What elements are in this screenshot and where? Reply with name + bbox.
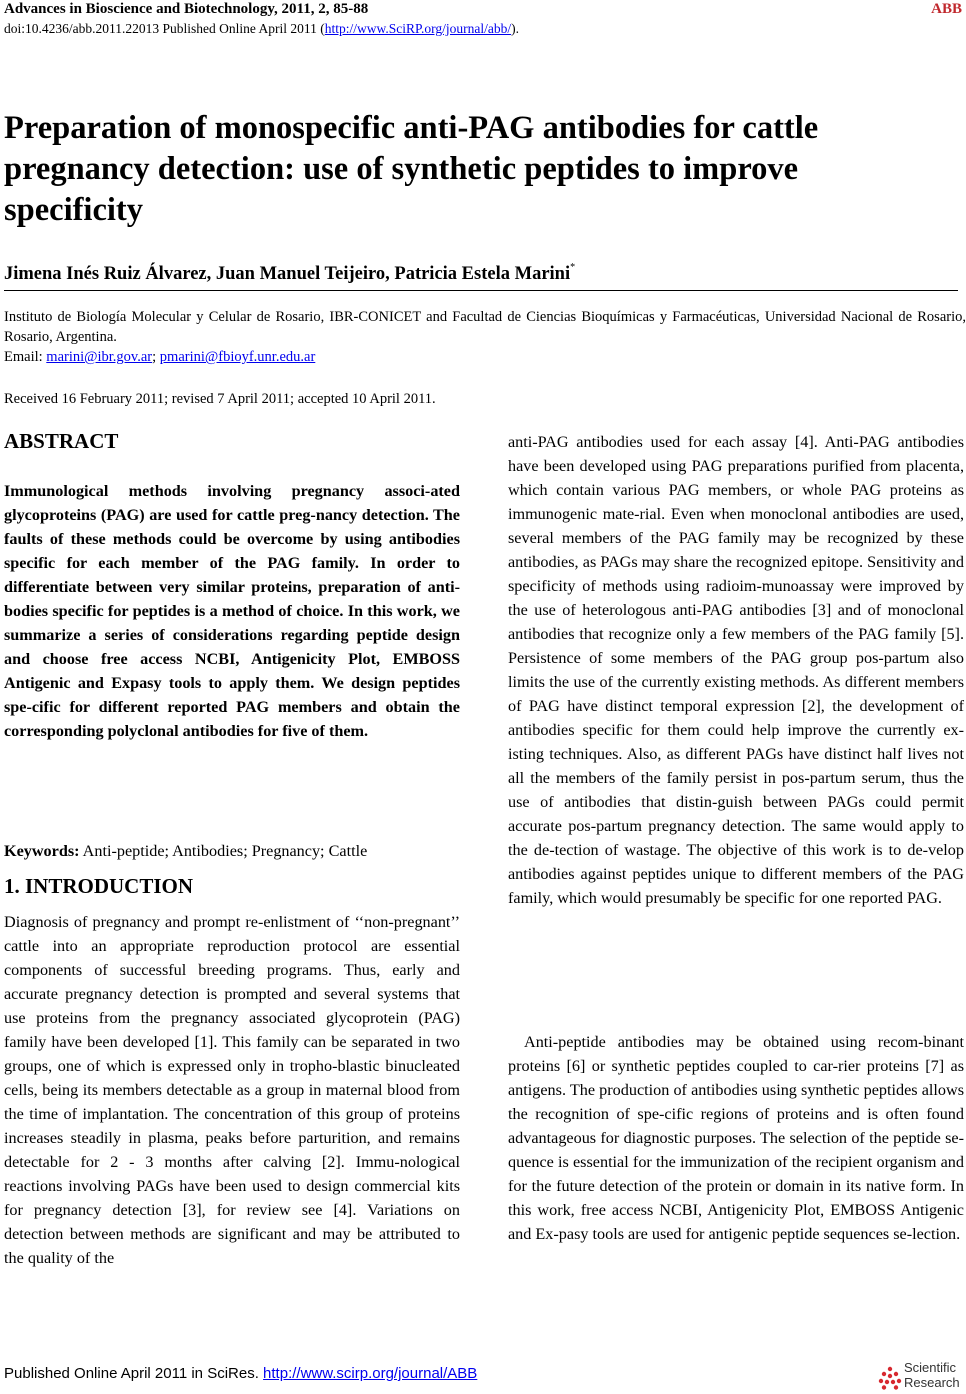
doi-suffix: ).	[511, 21, 520, 36]
logo-wordmark	[904, 1360, 960, 1390]
introduction-paragraph: Anti-peptide antibodies may be obtained using recom-binant proteins [6] or synthetic peptides coupled to car-rier proteins [7] as antigens. The production of antibodies using synthetic peptides allows the recognition of spe-cific regions of proteins and is often found advantageous for diagnostic purposes. The selection of the peptide se-quence is essential for the immunization of the recipient organism and for the future detection of the protein or domain in its native form. In this work, free access NCBI, Antigenicity Plot, EMBOSS Antigenic and Ex-pasy tools are used for antigenic peptide sequences se-lection.	[508, 1033, 964, 1243]
footer-publication-line	[4, 1364, 604, 1384]
keywords	[4, 839, 460, 863]
scientific-research-logo-icon	[878, 1366, 902, 1390]
title-line: specificity	[4, 192, 143, 228]
journal-citation: Advances in Bioscience and Biotechnology, 2011, 2, 85-88	[4, 1, 369, 17]
email-link-secondary[interactable]: pmarini@fbioyf.unr.edu.ar	[159, 349, 316, 365]
logo-line: Research	[904, 1375, 960, 1390]
publisher-logo	[878, 1360, 966, 1394]
introduction-paragraph-continued: anti-PAG antibodies used for each assay [4]. Anti-PAG antibodies have been developed using PAG preparations purified from placenta, which contain various PAG members, or whole PAG proteins as immunogenic mate-rial. Even when monoclonal antibodies are used, several members of the PAG family may be recognized by these antibodies, as PAGs may share the recognized epitope. Sensitivity and specificity of methods using radioim-munoassay were improved by the use of heterologous anti-PAG antibodies [3] and of monoclonal antibodies that recognize only a few members of the PAG family [5]. Persistence of some members of the PAG group pos-partum also limits the use of the currently existing methods. As different members of PAG have distinct temporal expression [2], the development of antibodies specific for them could help improve the currently ex-isting techniques. Also, as different PAGs have distinct half lives not all the members of the family persist in pos-partum serum, thus the use of antibodies that distin-guish between PAGs could permit accurate pos-partum pregnancy detection. The same would apply to the de-tection of wastage. The objective of this work is to de-velop antibodies against peptides unique to different members of the PAG family, which would presumably be specific for one reported PAG.	[508, 433, 964, 907]
received-dates: Received 16 February 2011; revised 7 April 2011; accepted 10 April 2011.	[4, 391, 436, 407]
header-divider	[4, 290, 958, 291]
abstract-text: Immunological methods involving pregnancy associ-ated glycoproteins (PAG) are used for cattle preg-nancy detection. The faults of these methods could be overcome by using antibodies specific for each member of the PAG family. In order to differentiate between very similar proteins, preparation of anti-bodies specific for peptides is a method of choice. In this work, we summarize a series of considerations regarding peptide design and choose free access NCBI, Antigenicity Plot, EMBOSS Antigenic and Expasy tools to apply them. We design peptides spe-cific for different reported PAG members and obtain the corresponding polyclonal antibodies for five of them.	[4, 482, 460, 740]
introduction-paragraph: Diagnosis of pregnancy and prompt re-enlistment of ‘‘non-pregnant’’ cattle into an appropriate reproduction protocol are essential components of successful breeding programs. Thus, early and accurate pregnancy detection is prompted and several systems that use proteins from the pregnancy associated glycoprotein (PAG) family have been developed [1]. This family can be separated in two groups, one of which is expressed only in tropho-blastic binucleated cells, being its members detectable as a group in maternal blood from the time of implantation. The concentration of this group of proteins increases steadily in plasma, peaks before parturition, and remains detectable for 2 - 3 months after calving [2]. Immu-nological reactions involving PAGs have been used to design commercial kits for pregnancy detection [3], for review see [4]. Variations on detection between methods are significant and may be attributed to the quality of the	[4, 913, 460, 1267]
logo-line: Scientific	[904, 1360, 957, 1375]
email-label: Email:	[4, 349, 47, 365]
corresponding-author-marker: *	[570, 262, 576, 273]
footer-journal-link[interactable]: http://www.scirp.org/journal/ABB	[263, 1365, 478, 1382]
journal-url-link[interactable]: http://www.SciRP.org/journal/abb/	[324, 21, 512, 36]
journal-abbreviation: ABB	[931, 1, 962, 17]
doi-text: doi:10.4236/abb.2011.22013 Published Online April 2011 (	[4, 21, 325, 36]
author-list	[4, 256, 944, 286]
abstract-heading: ABSTRACT	[4, 429, 119, 453]
title-line: pregnancy detection: use of synthetic peptides to improve	[4, 151, 799, 187]
footer-text: Published Online April 2011 in SciRes.	[4, 1365, 264, 1382]
email-link-primary[interactable]: marini@ibr.gov.ar	[46, 349, 153, 365]
title-line: Preparation of monospecific anti-PAG antibodies for cattle	[4, 110, 819, 146]
paper-title	[4, 108, 944, 231]
email-line	[4, 347, 704, 367]
introduction-heading: 1. INTRODUCTION	[4, 874, 194, 898]
keywords-text: Anti-peptide; Antibodies; Pregnancy; Cattle	[79, 842, 368, 860]
email-separator: ;	[152, 349, 160, 365]
doi-line	[4, 20, 934, 38]
affiliation: Instituto de Biología Molecular y Celular de Rosario, IBR-CONICET and Facultad de Ciencias Bioquímicas y Farmacéuticas, Universidad Nacional de Rosario, Rosario, Argentina.	[4, 309, 966, 345]
author-names: Jimena Inés Ruiz Álvarez, Juan Manuel Teijeiro, Patricia Estela Marini	[4, 264, 571, 284]
keywords-label: Keywords:	[4, 842, 80, 860]
